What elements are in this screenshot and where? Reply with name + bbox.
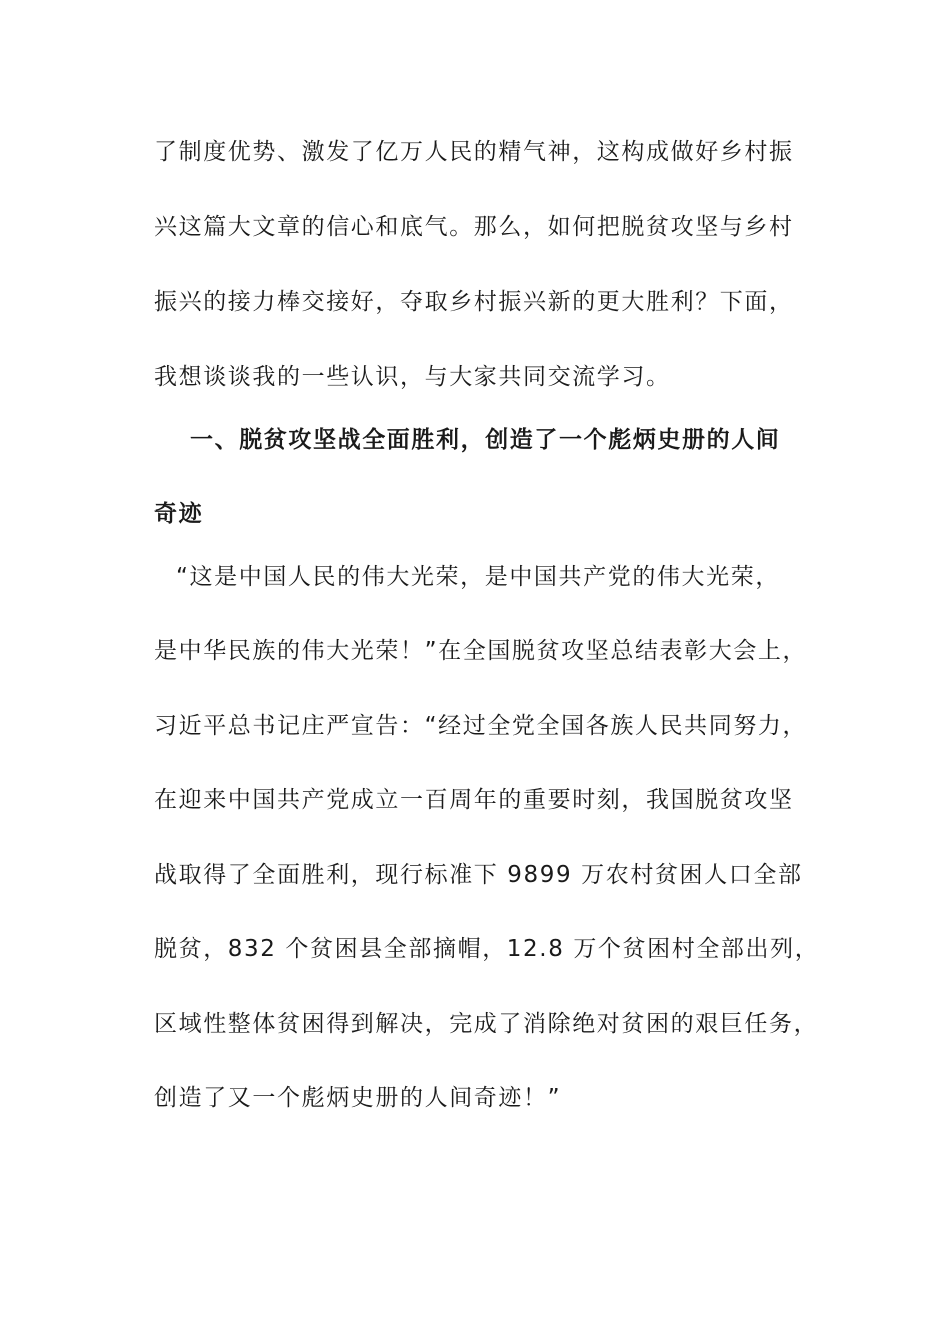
intro-line-3: 振兴的接力棒交接好，夺取乡村振兴新的更大胜利？下面，: [154, 289, 794, 315]
body-line-3: 习近平总书记庄严宣告：“经过全党全国各族人民共同努力，: [154, 713, 808, 739]
body-line-7: 区域性整体贫困得到解决，完成了消除绝对贫困的艰巨任务，: [154, 1011, 819, 1037]
body-line-2: 是中华民族的伟大光荣！”在全国脱贫攻坚总结表彰大会上，: [154, 638, 808, 664]
section-heading-line-1: 一、脱贫攻坚战全面胜利，创造了一个彪炳史册的人间: [190, 427, 781, 453]
intro-line-4: 我想谈谈我的一些认识，与大家共同交流学习。: [154, 364, 671, 390]
body-line-5: 战取得了全面胜利，现行标准下 9899 万农村贫困人口全部: [154, 862, 803, 888]
intro-line-1: 了制度优势、激发了亿万人民的精气神，这构成做好乡村振: [154, 139, 794, 165]
body-line-1: “这是中国人民的伟大光荣，是中国共产党的伟大光荣，: [176, 564, 780, 590]
body-line-6: 脱贫，832 个贫困县全部摘帽，12.8 万个贫困村全部出列，: [154, 936, 820, 962]
body-line-8: 创造了又一个彪炳史册的人间奇迹！”: [154, 1085, 562, 1111]
body-line-4: 在迎来中国共产党成立一百周年的重要时刻，我国脱贫攻坚: [154, 787, 794, 813]
intro-line-2: 兴这篇大文章的信心和底气。那么，如何把脱贫攻坚与乡村: [154, 214, 794, 240]
section-heading-line-2: 奇迹: [154, 501, 204, 527]
